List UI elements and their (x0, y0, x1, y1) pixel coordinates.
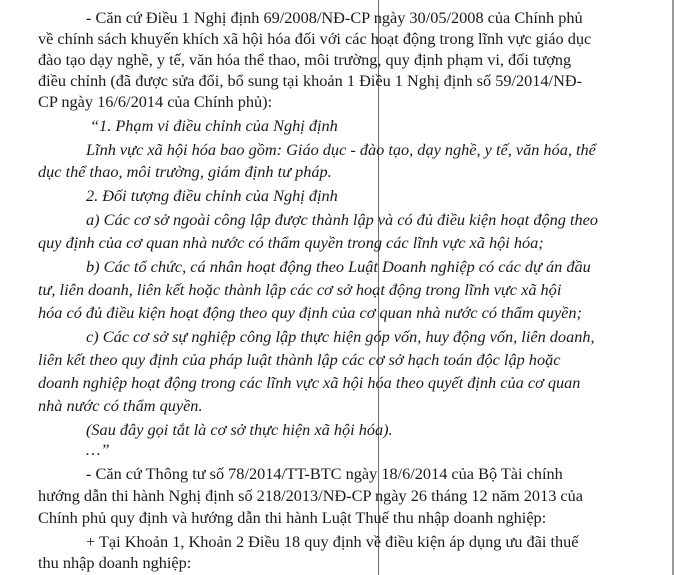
quote-line: quy định của cơ quan nhà nước có thẩm quyền trong các lĩnh vực xã hội hóa; (38, 233, 544, 252)
quote-line: c) Các cơ sở sự nghiệp công lập thực hiện góp vốn, huy động vốn, liên doanh, (86, 327, 595, 346)
quote-line: hóa có đủ điều kiện hoạt động theo quy định của cơ quan nhà nước có thẩm quyền; (38, 303, 582, 322)
paragraph-line: hướng dẫn thi hành Nghị định số 218/2013/NĐ-CP ngày 26 tháng 12 năm 2013 của (38, 486, 584, 505)
paragraph-line: Chính phủ quy định và hướng dẫn thi hành Luật Thuế thu nhập doanh nghiệp: (38, 508, 547, 527)
quote-line: nhà nước có thẩm quyền. (38, 396, 203, 415)
paragraph-line: - Căn cứ Thông tư số 78/2014/TT-BTC ngày 18/6/2014 của Bộ Tài chính (86, 464, 563, 483)
quote-line: (Sau đây gọi tắt là cơ sở thực hiện xã hội hóa). (86, 420, 393, 439)
paragraph-line: về chính sách khuyến khích xã hội hóa đối với các hoạt động trong lĩnh vực giáo dục (38, 29, 592, 48)
quote-line: dục thể thao, môi trường, giám định tư pháp. (38, 162, 332, 181)
paragraph-line: thu nhập doanh nghiệp: (38, 553, 192, 572)
quote-line: b) Các tổ chức, cá nhân hoạt động theo Luật Doanh nghiệp có các dự án đầu (86, 257, 591, 276)
quote-line: liên kết theo quy định của pháp luật thành lập các cơ sở hạch toán độc lập hoặc (38, 350, 561, 369)
quote-line: a) Các cơ sở ngoài công lập được thành lập và có đủ điều kiện hoạt động theo (86, 210, 598, 229)
paragraph-line: điều chỉnh (đã được sửa đổi, bổ sung tại khoản 1 Điều 1 Nghị định số 59/2014/NĐ- (38, 71, 583, 90)
paragraph-line: CP ngày 16/6/2014 của Chính phủ): (38, 92, 273, 111)
quote-line: doanh nghiệp hoạt động trong các lĩnh vực xã hội hóa theo quyết định của cơ quan (38, 373, 581, 392)
paragraph-line: + Tại Khoản 1, Khoản 2 Điều 18 quy định về điều kiện áp dụng ưu đãi thuế (86, 532, 579, 551)
quote-heading: “1. Phạm vi điều chỉnh của Nghị định (90, 116, 338, 135)
quote-ellipsis: …” (86, 440, 110, 459)
quote-line: Lĩnh vực xã hội hóa bao gồm: Giáo dục - đào tạo, dạy nghề, y tế, văn hóa, thể (86, 140, 596, 159)
paragraph-line: - Căn cứ Điều 1 Nghị định 69/2008/NĐ-CP ngày 30/05/2008 của Chính phủ (86, 8, 583, 27)
quote-heading: 2. Đối tượng điều chỉnh của Nghị định (86, 186, 338, 205)
quote-line: tư, liên doanh, liên kết hoặc thành lập các cơ sở hoạt động trong lĩnh vực xã hội (38, 280, 562, 299)
paragraph-line: đào tạo dạy nghề, y tế, văn hóa thể thao, môi trường, quy định phạm vi, đối tượng (38, 50, 572, 69)
